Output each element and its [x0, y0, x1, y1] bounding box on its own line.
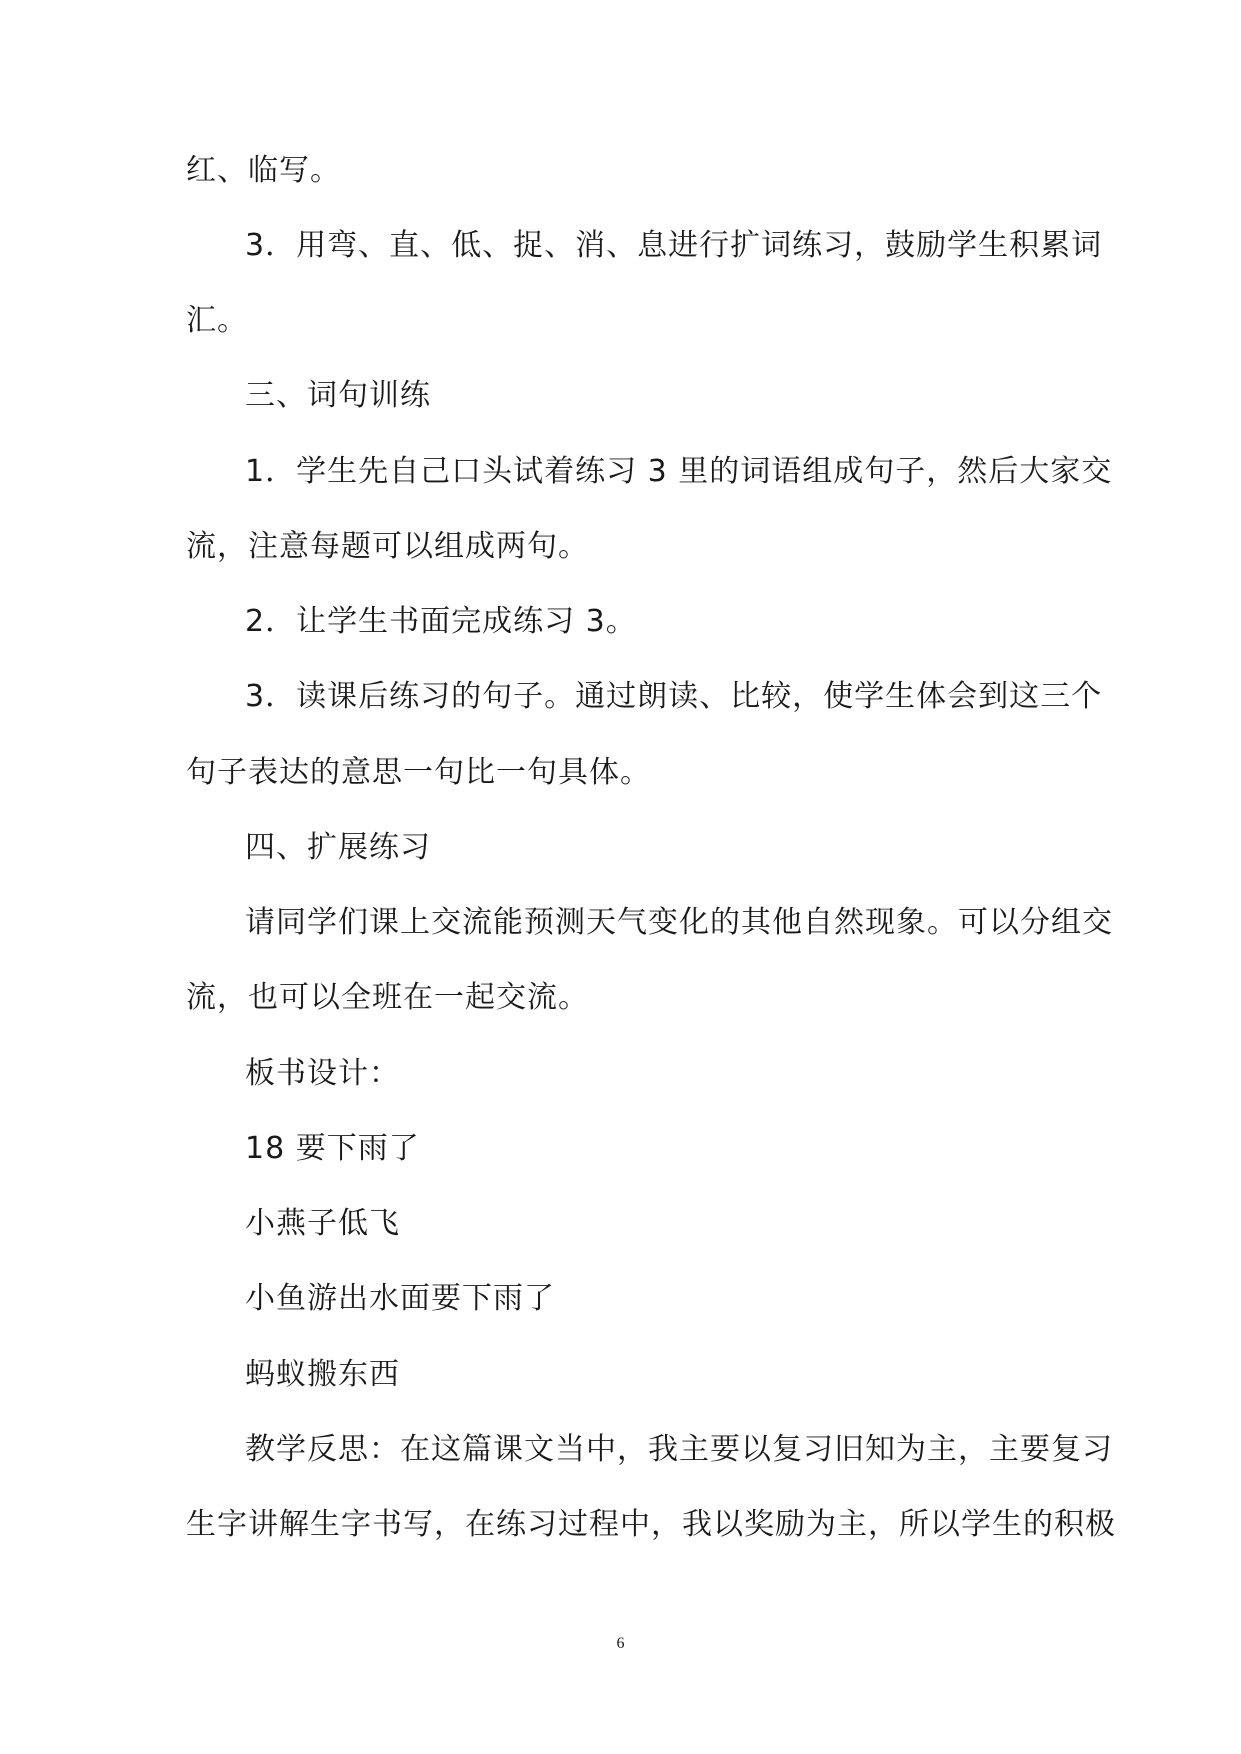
text-line: 教学反思：在这篇课文当中，我主要以复习旧知为主，主要复习 [245, 1432, 1113, 1467]
text-line: 流，也可以全班在一起交流。 [186, 980, 589, 1015]
text-line: 请同学们课上交流能预测天气变化的其他自然现象。可以分组交 [245, 905, 1113, 940]
section-heading: 四、扩展练习 [245, 830, 431, 865]
text-line: 小燕子低飞 [245, 1206, 400, 1241]
text-line: 红、临写。 [186, 153, 341, 188]
text-line: 流，注意每题可以组成两句。 [186, 529, 589, 564]
text-line: 生字讲解生字书写，在练习过程中，我以奖励为主，所以学生的积极 [186, 1507, 1116, 1542]
text-line: 1．学生先自己口头试着练习 3 里的词语组成句子，然后大家交 [245, 454, 1113, 489]
text-line: 2．让学生书面完成练习 3。 [245, 604, 637, 639]
text-line: 板书设计： [245, 1056, 400, 1091]
section-heading: 三、词句训练 [245, 378, 431, 413]
text-line: 汇。 [186, 303, 248, 338]
text-line: 句子表达的意思一句比一句具体。 [186, 755, 651, 790]
page-number: 6 [616, 1635, 625, 1652]
text-line: 3．读课后练习的句子。通过朗读、比较，使学生体会到这三个 [245, 679, 1103, 714]
text-line: 18 要下雨了 [245, 1131, 420, 1166]
text-line: 小鱼游出水面要下雨了 [245, 1281, 555, 1316]
text-line: 蚂蚁搬东西 [245, 1357, 400, 1392]
text-line: 3．用弯、直、低、捉、消、息进行扩词练习，鼓励学生积累词 [245, 228, 1103, 263]
